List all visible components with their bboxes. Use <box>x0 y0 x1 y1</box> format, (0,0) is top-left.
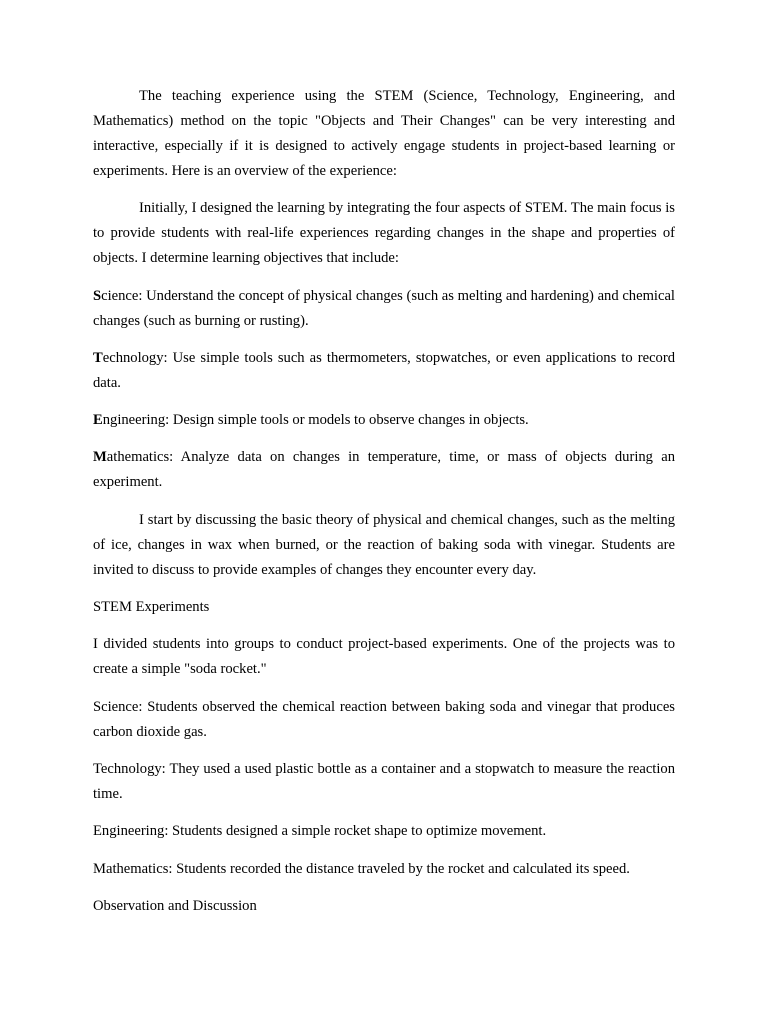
experiment-item-technology: Technology: They used a used plastic bottle as a container and a stopwatch to measure the reaction time. <box>93 760 675 802</box>
experiments-heading: STEM Experiments <box>93 599 210 616</box>
theory-paragraph: I start by discussing the basic theory of physical and chemical changes, such as the melting of ice, changes in wax when burned, or the reaction of baking soda with vinegar. Students are invited to discuss to provide examples of changes they encounter every day. <box>93 511 675 578</box>
objective-engineering <box>93 408 675 433</box>
experiment-item-science: Science: Students observed the chemical reaction between baking soda and vinegar that produces carbon dioxide gas. <box>93 698 675 740</box>
objective-text: ngineering: Design simple tools or models to observe changes in objects. <box>102 412 529 429</box>
objective-mathematics <box>93 445 675 495</box>
design-paragraph: Initially, I designed the learning by integrating the four aspects of STEM. The main focus is to provide students with real-life experiences regarding changes in the shape and properties of objects. I determine learning objectives that include: <box>93 200 675 267</box>
objective-initial: S <box>93 287 102 304</box>
objective-initial: T <box>93 349 103 366</box>
objective-initial: E <box>93 412 103 429</box>
objective-text: cience: Understand the concept of physical changes (such as melting and hardening) and chemical changes (such as burning or rusting). <box>93 287 675 329</box>
observation-heading: Observation and Discussion <box>93 897 257 914</box>
experiments-intro-paragraph: I divided students into groups to conduct project-based experiments. One of the projects was to create a simple "soda rocket." <box>93 636 675 678</box>
intro-paragraph: The teaching experience using the STEM (Science, Technology, Engineering, and Mathematics) method on the topic "Objects and Their Changes" can be very interesting and interactive, especially if it is designed to actively engage students in project-based learning or experiments. Here is an overview of the experience: <box>93 88 675 179</box>
objective-initial: M <box>93 449 107 466</box>
objective-science <box>93 284 675 334</box>
experiment-item-mathematics: Mathematics: Students recorded the distance traveled by the rocket and calculated its speed. <box>93 860 630 877</box>
objective-text: athematics: Analyze data on changes in temperature, time, or mass of objects during an experiment. <box>93 449 675 491</box>
experiment-item-engineering: Engineering: Students designed a simple rocket shape to optimize movement. <box>93 823 547 840</box>
objective-text: echnology: Use simple tools such as thermometers, stopwatches, or even applications to record data. <box>93 349 675 391</box>
objective-technology <box>93 346 675 396</box>
document-page <box>93 84 675 931</box>
